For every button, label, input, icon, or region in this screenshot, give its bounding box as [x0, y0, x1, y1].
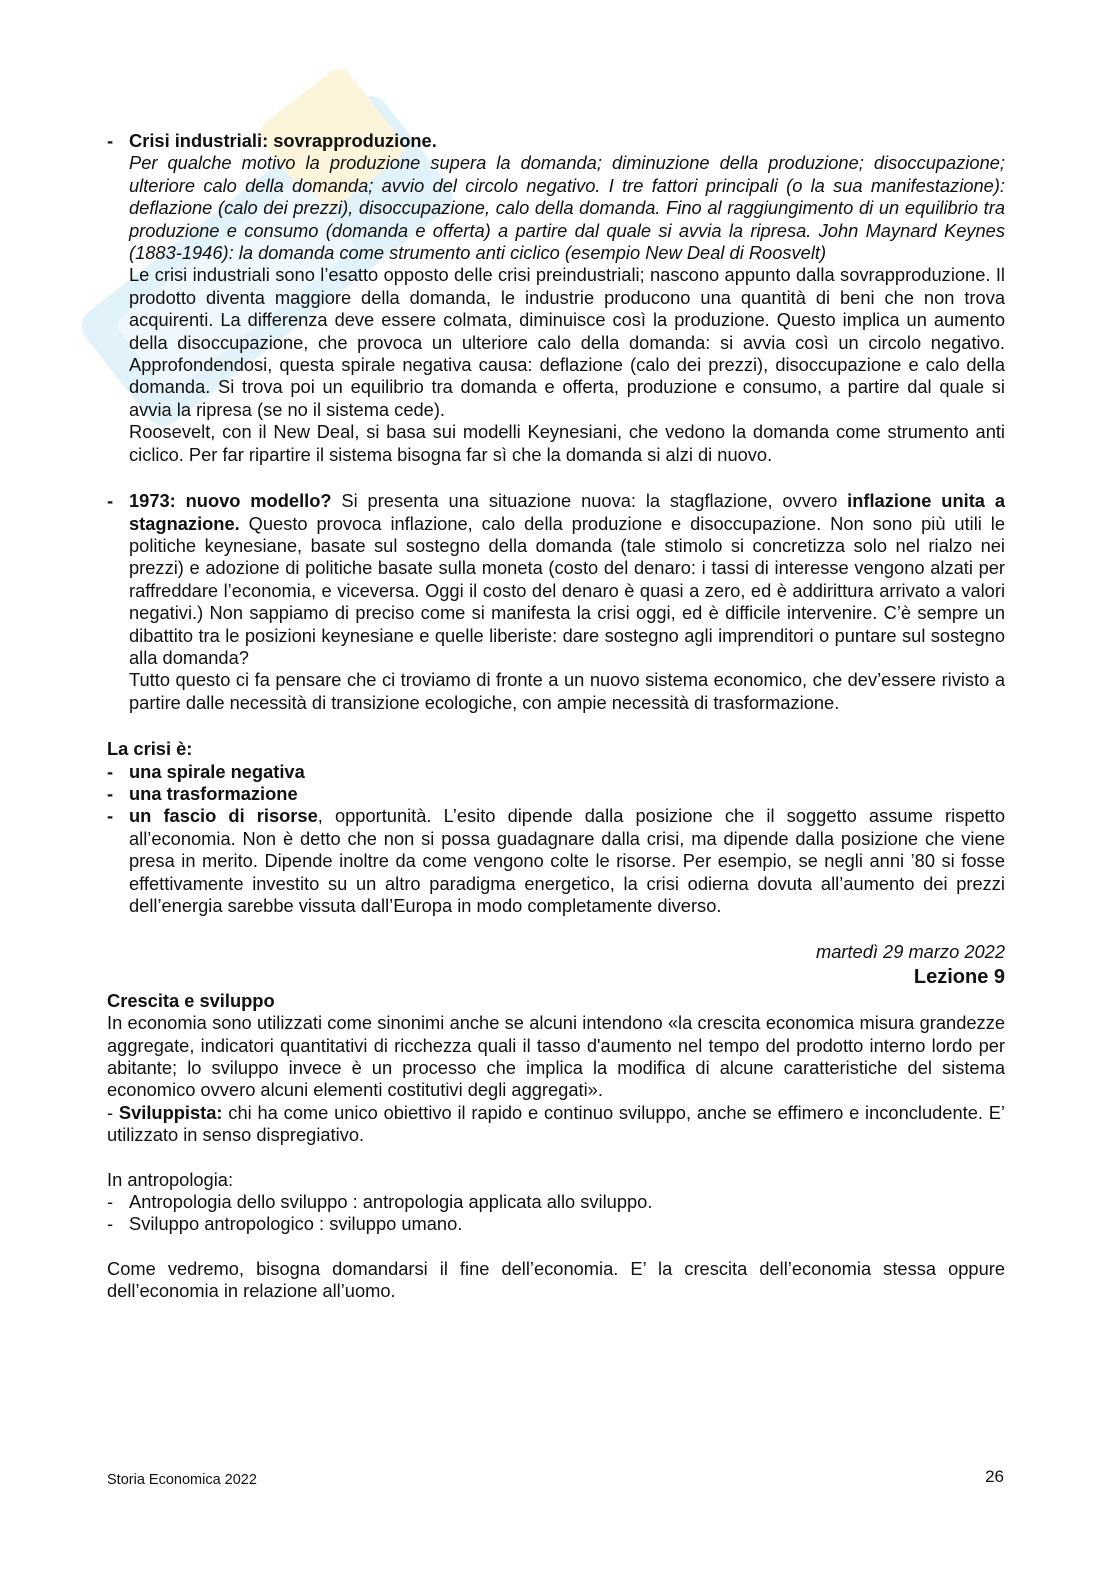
list-item: - Sviluppo antropologico : sviluppo umano.: [107, 1213, 463, 1235]
definition: - Sviluppista: chi ha come unico obiettivo il rapido e continuo sviluppo, anche se effimero e inconcludente. E’ utilizzato in senso dispregiativo.: [107, 1101, 1005, 1146]
paragraph: In economia sono utilizzati come sinonimi anche se alcuni intendono «la crescita economica misura grandezze aggregate, indicatori quantitativi di ricchezza quali il tasso d'aumento nel tempo del prodotto interno lordo per abitante; lo sviluppo invece è un processo che implica la modifica di alcune caratteristiche del sistema economico ovvero alcuni elementi costitutivi degli aggregati».: [107, 1012, 1005, 1101]
closing-paragraph: Come vedremo, bisogna domandarsi il fine dell’economia. E’ la crescita dell’economia stessa oppure dell’economia in relazione all’uomo.: [107, 1257, 1005, 1302]
section-industrial-crises: [107, 130, 1005, 466]
section-title: Crisi industriali: sovrapproduzione.: [129, 130, 437, 151]
bullet-dash: -: [107, 490, 114, 512]
paragraph: Tutto questo ci fa pensare che ci troviamo di fronte a un nuovo sistema economico, che dev’essere rivisto a partire dalle necessità di transizione ecologiche, con ampie necessità di trasformazione.: [129, 669, 1005, 713]
list-item: - una spirale negativa: [107, 760, 305, 782]
paragraph: 1973: nuovo modello? Si presenta una situazione nuova: la stagflazione, ovvero inflazione unita a stagnazione. Questo provoca inflazione, calo della produzione e disoccupazione. Non sono più utili le politiche keynesiane, basate sul sostegno della domanda (tale stimolo si concretizza solo nel rialzo nei prezzi) e adozione di politiche basate sulla moneta (costo del denaro: i tassi di interesse vengono alzati per raffreddare l’economia, e viceversa. Oggi il costo del denaro è quasi a zero, ed è addirittura arrivato a valori negativi.) Non sappiamo di preciso come si manifesta la crisi oggi, ed è difficile intervenire. C’è sempre un dibattito tra le posizioni keynesiane e quelle liberiste: dare sostegno agli imprenditori o puntare sul sostegno alla domanda?: [129, 490, 1005, 668]
paragraph: Roosevelt, con il New Deal, si basa sui modelli Keynesiani, che vedono la domanda come strumento anti ciclico. Per far ripartire il sistema bisogna far sì che la domanda si alzi di nuovo.: [129, 421, 1005, 465]
lesson-date: martedì 29 marzo 2022: [815, 941, 1005, 963]
crisis-heading: La crisi è:: [107, 738, 193, 760]
list-item: - un fascio di risorse, opportunità. L’esito dipende dalla posizione che il soggetto assume rispetto all’economia. Non è detto che non si possa guadagnare dalla crisi, ma dipende dalla posizione che viene presa in merito. Dipende inoltre da come vengono colte le risorse. Per esempio, se negli anni ’80 si fosse effettivamente investito su un altro paradigma energetico, la crisi odierna dovuta all’aumento dei prezzi dell’energia sarebbe vissuta dall’Europa in modo completamente diverso.: [107, 805, 1005, 916]
section-1973: [107, 490, 1005, 714]
footer-course: Storia Economica 2022: [107, 1472, 257, 1488]
section-title: 1973: nuovo modello?: [129, 490, 332, 512]
page-number: 26: [985, 1467, 1004, 1486]
bold-phrase: inflazione unita a stagnazione.: [129, 490, 1005, 534]
anthropology-heading: In antropologia:: [107, 1168, 234, 1190]
list-item: - Antropologia dello sviluppo : antropologia applicata allo sviluppo.: [107, 1191, 653, 1213]
paragraph: Le crisi industriali sono l’esatto opposto delle crisi preindustriali; nascono appunto dalla sovrapproduzione. Il prodotto diventa maggiore della domanda, le industrie producono una quantità di beni che non trova acquirenti. La differenza deve essere colmata, diminuisce così la produzione. Questo implica un aumento della disoccupazione, che provoca un ulteriore calo della domanda: si avvia così un circolo negativo. Approfondendosi, questa spirale negativa causa: deflazione (calo dei prezzi), disoccupazione e calo della domanda. Si trova poi un equilibrio tra domanda e offerta, produzione e consumo, a partire dal quale si avvia la ripresa (se no il sistema cede).: [129, 264, 1005, 420]
bullet-dash: -: [107, 130, 114, 151]
growth-heading: Crescita e sviluppo: [107, 989, 275, 1011]
list-item: - una trasformazione: [107, 782, 298, 804]
italic-summary: Per qualche motivo la produzione supera la domanda; diminuzione della produzione; disoccupazione; ulteriore calo della domanda; avvio del circolo negativo. I tre fattori principali (o la sua manifestazione): deflazione (calo dei prezzi), disoccupazione, calo della domanda. Fino al raggiungimento di un equilibrio tra produzione e consumo (domanda e offerta) a partire dal quale si avvia la ripresa. John Maynard Keynes (1883-1946): la domanda come strumento anti ciclico (esempio New Deal di Roosvelt): [129, 152, 1005, 264]
lesson-title: Lezione 9: [913, 965, 1005, 988]
document-page: [107, 130, 1005, 1303]
